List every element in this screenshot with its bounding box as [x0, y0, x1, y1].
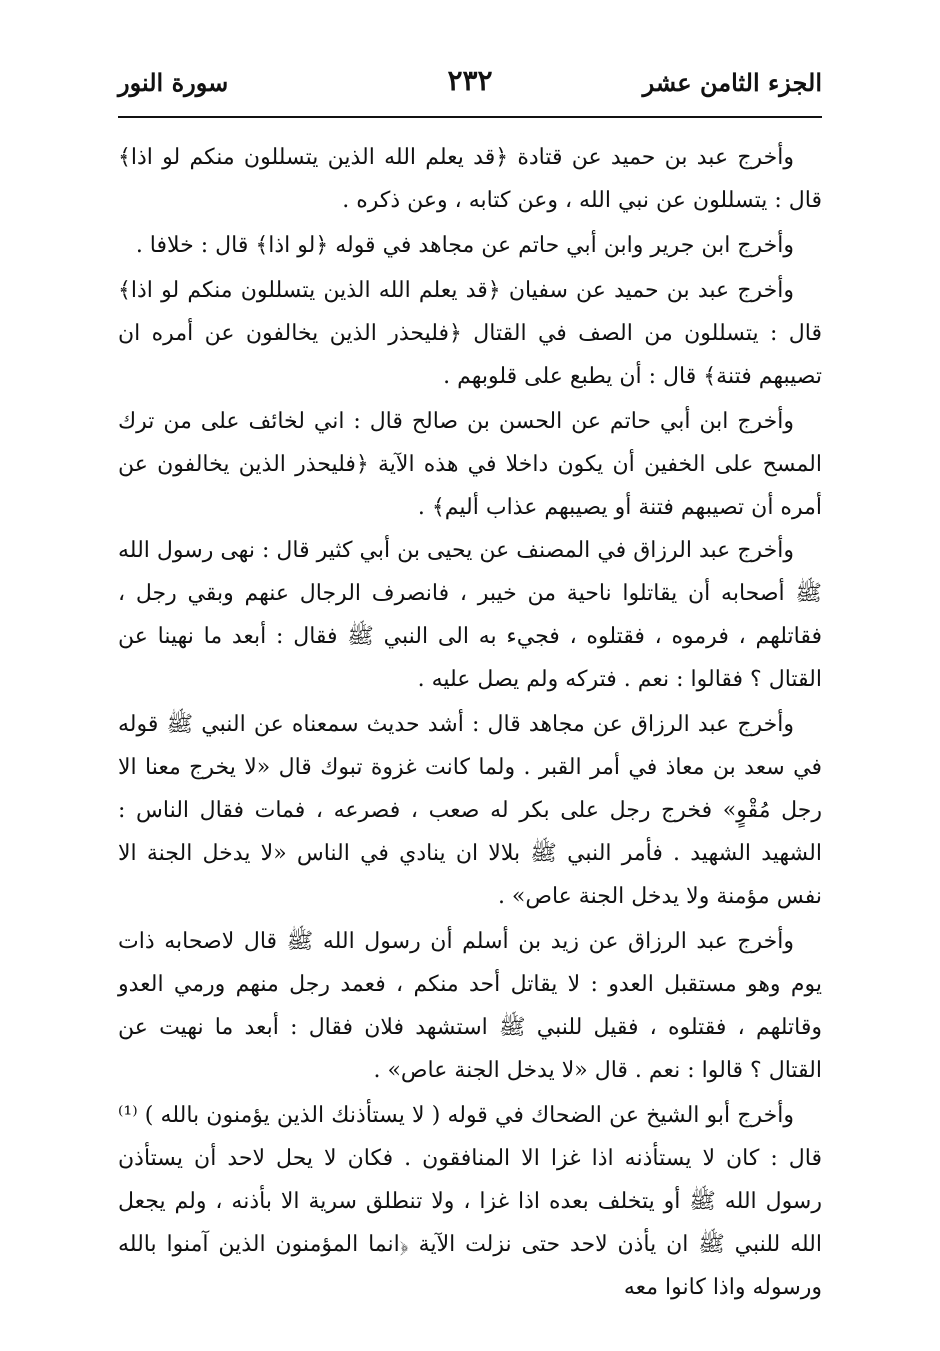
paragraph: وأخرج أبو الشيخ عن الضحاك في قوله ( لا يستأذنك الذين يؤمنون بالله ) ⁽¹⁾ قال : كان لا يستأذنه اذا غزا الا المنافقون . فكان لا يحل لاحد أن يستأذن رسول الله ﷺ أو يتخلف بعده اذا غزا ، ولا تنطلق سرية الا بأذنه ، ولم يجعل الله للنبي ﷺ ان يأذن لاحد حتى نزلت الآية ﴿انما المؤمنون الذين آمنوا بالله ورسوله واذا كانوا معه — [118, 1103, 822, 1300]
paragraph: وأخرج عبد الرزاق في المصنف عن يحيى بن أبي كثير قال : نهى رسول الله ﷺ أصحابه أن يقاتلوا ناحية من خيبر ، فانصرف الرجال عنهم وبقي رجل ، فقاتلهم ، فرموه ، فقتلوه ، فجيء به الى النبي ﷺ فقال : أبعد ما نهينا عن القتال ؟ فقالوا : نعم . فتركه ولم يصل عليه . — [118, 538, 822, 692]
page-number: ٢٣٢ — [447, 64, 493, 97]
paragraph: وأخرج عبد الرزاق عن مجاهد قال : أشد حديث سمعناه عن النبي ﷺ قوله في سعد بن معاذ في أمر القبر . ولما كانت غزوة تبوك قال «لا يخرج معنا الا رجل مُقْوٍ» فخرج رجل على بكر له صعب ، فصرعه ، فمات فقال الناس : الشهيد الشهيد . فأمر النبي ﷺ بلالا ان ينادي في الناس «لا يدخل الجنة الا نفس مؤمنة ولا يدخل الجنة عاص» . — [118, 712, 822, 909]
paragraph: وأخرج عبد بن حميد عن قتادة ﴿قد يعلم الله الذين يتسللون منكم لو اذا﴾ قال : يتسللون عن نبي الله ، وعن كتابه ، وعن ذكره . — [118, 145, 822, 213]
part-title: الجزء الثامن عشر — [642, 68, 822, 97]
paragraph: وأخرج عبد الرزاق عن زيد بن أسلم أن رسول الله ﷺ قال لاصحابه ذات يوم وهو مستقبل العدو : لا يقاتل أحد منكم ، فعمد رجل منهم ورمي العدو وقاتلهم ، فقتلوه ، فقيل للنبي ﷺ استشهد فلان فقال : أبعد ما نهيت عن القتال ؟ قالوا : نعم . قال «لا يدخل الجنة عاص» . — [118, 929, 822, 1083]
paragraph: وأخرج عبد بن حميد عن سفيان ﴿قد يعلم الله الذين يتسللون منكم لو اذا﴾ قال : يتسللون من الصف في القتال ﴿فليحذر الذين يخالفون عن أمره ان تصيبهم فتنة﴾ قال : أن يطبع على قلوبهم . — [118, 278, 822, 389]
paragraph: وأخرج ابن أبي حاتم عن الحسن بن صالح قال : اني لخائف على من ترك المسح على الخفين أن يكون داخلا في هذه الآية ﴿فليحذر الذين يخالفون عن أمره أن تصيبهم فتنة أو يصيبهم عذاب أليم﴾ . — [118, 409, 822, 520]
page-header — [118, 64, 822, 108]
paragraph: وأخرج ابن جرير وابن أبي حاتم عن مجاهد في قوله ﴿لو اذا﴾ قال : خلافا . — [135, 233, 794, 258]
surah-title: سورة النور — [118, 68, 229, 97]
header-rule — [118, 116, 822, 118]
body-text — [118, 136, 822, 1311]
